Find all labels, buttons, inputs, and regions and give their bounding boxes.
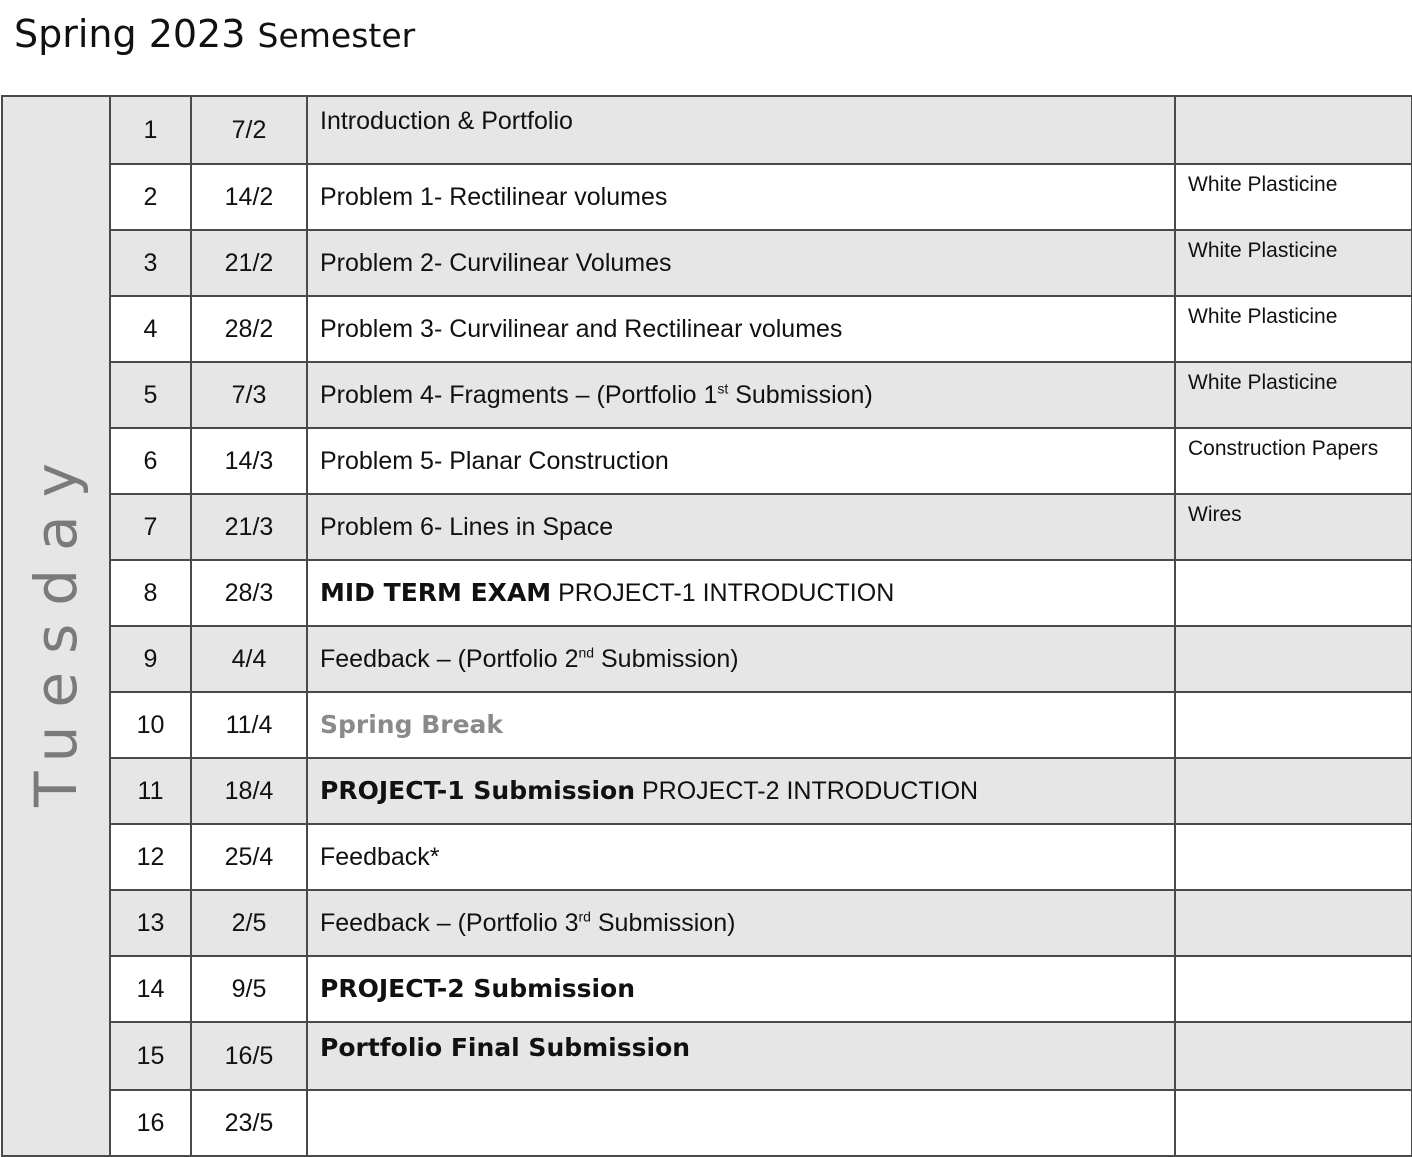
week-topic: [307, 824, 1175, 890]
topic-text: Problem 5- Planar Construction: [320, 446, 669, 475]
week-date: 16/5: [191, 1022, 307, 1090]
week-material: [1175, 1022, 1412, 1090]
week-material: White Plasticine: [1175, 164, 1412, 230]
week-material: [1175, 758, 1412, 824]
table-row: [2, 362, 1412, 428]
topic-text-suffix: PROJECT-2 INTRODUCTION: [635, 777, 979, 805]
topic-text-suffix: PROJECT-1 INTRODUCTION: [551, 579, 895, 607]
week-date: 11/4: [191, 692, 307, 758]
week-topic: [307, 1090, 1175, 1156]
table-row: [2, 428, 1412, 494]
week-number: 8: [110, 560, 191, 626]
week-date: 21/2: [191, 230, 307, 296]
week-material: [1175, 626, 1412, 692]
week-number: 16: [110, 1090, 191, 1156]
week-number: 12: [110, 824, 191, 890]
week-topic: [307, 692, 1175, 758]
topic-superscript: rd: [578, 908, 591, 925]
table-row: [2, 230, 1412, 296]
table-row: [2, 560, 1412, 626]
week-date: 7/3: [191, 362, 307, 428]
week-topic: [307, 956, 1175, 1022]
week-number: 6: [110, 428, 191, 494]
week-material: Wires: [1175, 494, 1412, 560]
topic-grey-text: Spring Break: [320, 710, 504, 739]
table-row: [2, 494, 1412, 560]
week-date: 28/3: [191, 560, 307, 626]
table-row: [2, 1022, 1412, 1090]
day-label: Tuesday: [22, 445, 90, 807]
topic-text: Problem 2- Curvilinear Volumes: [320, 248, 672, 277]
week-material: [1175, 890, 1412, 956]
week-material: White Plasticine: [1175, 362, 1412, 428]
week-date: 7/2: [191, 96, 307, 164]
week-date: 18/4: [191, 758, 307, 824]
topic-bold-text: Portfolio Final Submission: [320, 1033, 691, 1062]
page-title: [14, 12, 415, 58]
topic-text-suffix: Submission): [728, 380, 873, 409]
week-topic: [307, 96, 1175, 164]
week-material: [1175, 96, 1412, 164]
topic-superscript: st: [717, 380, 729, 397]
week-topic: [307, 758, 1175, 824]
topic-text: Problem 1- Rectilinear volumes: [320, 182, 668, 211]
table-row: [2, 890, 1412, 956]
week-number: 15: [110, 1022, 191, 1090]
week-topic: [307, 362, 1175, 428]
table-row: [2, 296, 1412, 362]
week-material: [1175, 824, 1412, 890]
week-number: 2: [110, 164, 191, 230]
week-topic: [307, 296, 1175, 362]
week-topic: [307, 890, 1175, 956]
topic-text: Feedback – (Portfolio 3: [320, 908, 579, 937]
topic-text: Problem 6- Lines in Space: [320, 512, 614, 541]
title-main: Spring 2023: [14, 12, 246, 56]
week-number: 14: [110, 956, 191, 1022]
week-date: 25/4: [191, 824, 307, 890]
table-row: [2, 626, 1412, 692]
week-number: 10: [110, 692, 191, 758]
week-number: 5: [110, 362, 191, 428]
topic-text: Feedback*: [320, 842, 440, 871]
topic-text-suffix: Submission): [590, 908, 736, 937]
week-material: Construction Papers: [1175, 428, 1412, 494]
week-topic: [307, 626, 1175, 692]
week-number: 11: [110, 758, 191, 824]
topic-superscript: nd: [578, 644, 595, 661]
table-row: [2, 692, 1412, 758]
week-material: [1175, 956, 1412, 1022]
schedule-table: [1, 95, 1412, 1157]
table-row: [2, 164, 1412, 230]
week-material: [1175, 1090, 1412, 1156]
week-number: 13: [110, 890, 191, 956]
week-material: [1175, 692, 1412, 758]
table-row: [2, 758, 1412, 824]
topic-bold-text: PROJECT-1 Submission: [320, 776, 636, 805]
week-topic: [307, 230, 1175, 296]
table-row: [2, 956, 1412, 1022]
week-topic: [307, 1022, 1175, 1090]
title-suffix: Semester: [257, 16, 416, 55]
topic-text: Problem 4- Fragments – (Portfolio 1: [320, 380, 718, 409]
week-date: 4/4: [191, 626, 307, 692]
week-date: 2/5: [191, 890, 307, 956]
table-row: [2, 824, 1412, 890]
week-topic: [307, 164, 1175, 230]
week-date: 21/3: [191, 494, 307, 560]
week-date: 14/3: [191, 428, 307, 494]
topic-text: Introduction & Portfolio: [320, 107, 573, 135]
topic-text: Feedback – (Portfolio 2: [320, 644, 579, 673]
week-material: White Plasticine: [1175, 296, 1412, 362]
topic-text-suffix: Submission): [594, 644, 739, 673]
table-row: [2, 1090, 1412, 1156]
week-material: White Plasticine: [1175, 230, 1412, 296]
topic-bold-text: PROJECT-2 Submission: [320, 974, 636, 1003]
week-number: 7: [110, 494, 191, 560]
week-number: 9: [110, 626, 191, 692]
week-date: 9/5: [191, 956, 307, 1022]
week-topic: [307, 494, 1175, 560]
week-date: 14/2: [191, 164, 307, 230]
topic-text: Problem 3- Curvilinear and Rectilinear volumes: [320, 314, 843, 343]
week-number: 4: [110, 296, 191, 362]
week-date: 23/5: [191, 1090, 307, 1156]
week-material: [1175, 560, 1412, 626]
topic-bold-text: MID TERM EXAM: [320, 578, 552, 607]
week-number: 1: [110, 96, 191, 164]
day-column: [2, 96, 110, 1156]
week-topic: [307, 560, 1175, 626]
week-number: 3: [110, 230, 191, 296]
week-date: 28/2: [191, 296, 307, 362]
table-row: [2, 96, 1412, 164]
week-topic: [307, 428, 1175, 494]
